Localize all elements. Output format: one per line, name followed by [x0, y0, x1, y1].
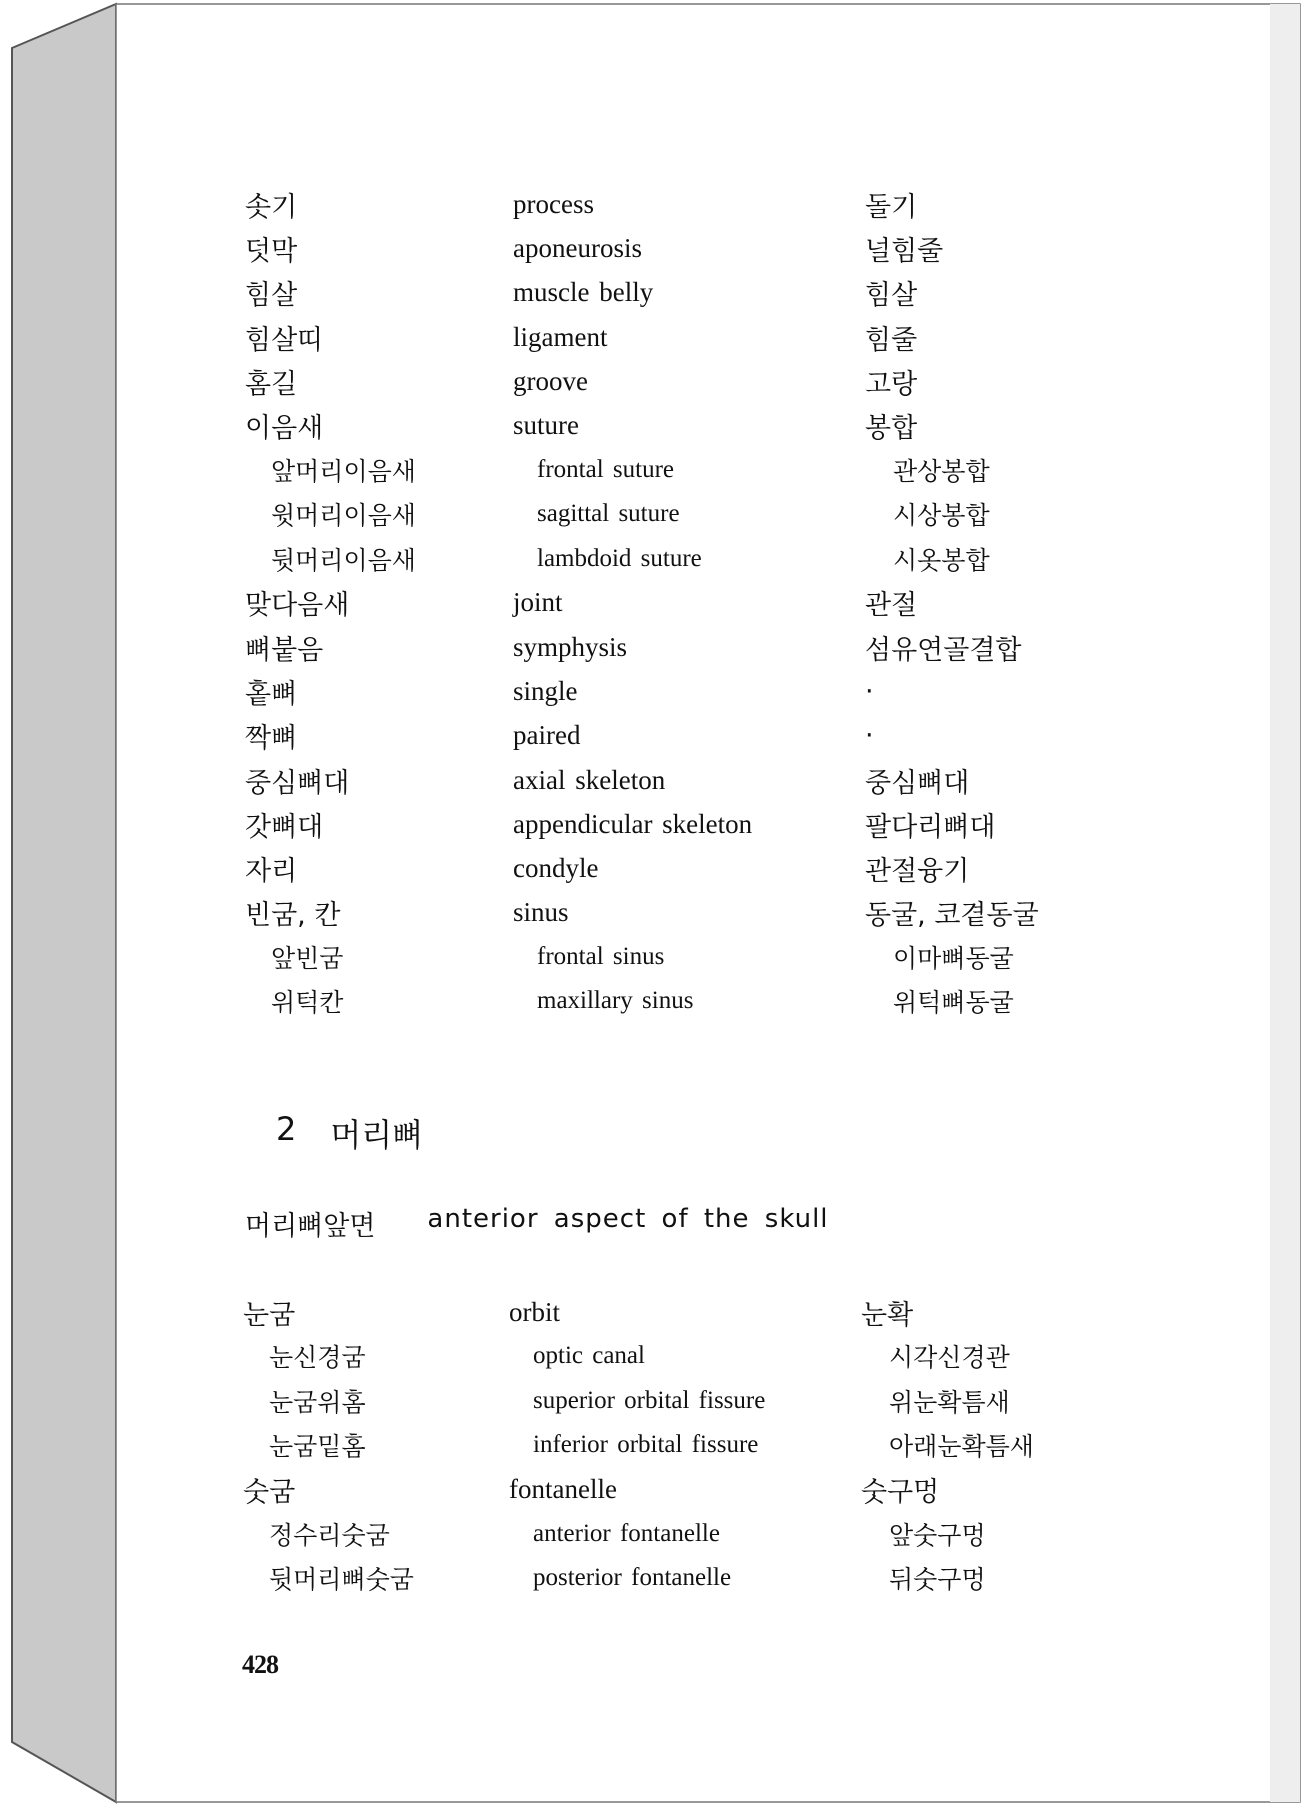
term-korean-standard: 관절: [865, 590, 918, 622]
section-heading: [276, 1110, 423, 1156]
term-korean-new: 뼈붙음: [245, 634, 324, 666]
subsection-heading: [245, 1204, 829, 1243]
term-english: axial skeleton: [513, 764, 666, 795]
glossary-row: [245, 448, 1145, 492]
term-korean-new: 맞다음새: [245, 590, 350, 622]
term-korean-standard: 중심뼈대: [865, 767, 970, 799]
term-korean-new: 빈굼, 칸: [245, 900, 341, 932]
term-korean-standard: 앞숫구멍: [889, 1520, 986, 1550]
term-english: groove: [513, 365, 588, 396]
glossary-bottom: [243, 1290, 1143, 1600]
glossary-row: [243, 1511, 1143, 1555]
page-right-shadow: [1270, 4, 1300, 1802]
glossary-row: [245, 492, 1145, 536]
term-korean-new: 정수리숫굼: [269, 1520, 390, 1550]
term-korean-new: 눈굼위홈: [269, 1387, 366, 1417]
term-english: optic canal: [533, 1342, 645, 1370]
term-english: single: [513, 675, 578, 706]
glossary-row: [243, 1334, 1143, 1378]
term-korean-standard: 시상봉합: [893, 501, 990, 531]
glossary-row: [245, 758, 1145, 802]
glossary-row: [245, 846, 1145, 890]
term-korean-new: 홑뼈: [245, 678, 298, 710]
glossary-row: [245, 979, 1145, 1023]
term-korean-new: 눈굼: [243, 1299, 296, 1331]
term-english: muscle belly: [513, 277, 654, 308]
term-korean-new: 힘살띠: [245, 324, 324, 356]
term-korean-new: 위턱칸: [271, 988, 344, 1018]
term-korean-new: 뒷머리뼈숫굼: [269, 1564, 414, 1594]
term-korean-standard: 섬유연골결합: [865, 634, 1022, 666]
glossary-row: [245, 625, 1145, 669]
term-korean-standard: ·: [865, 675, 874, 707]
term-korean-new: 숫굼: [243, 1476, 296, 1508]
term-english: joint: [513, 587, 563, 618]
term-korean-standard: 힘줄: [865, 324, 918, 356]
glossary-row: [245, 669, 1145, 713]
term-english: maxillary sinus: [537, 987, 694, 1015]
term-korean-new: 자리: [245, 856, 298, 888]
term-english: sagittal suture: [537, 500, 680, 528]
term-korean-new: 눈신경굼: [269, 1343, 366, 1373]
term-korean-new: 홈길: [245, 368, 298, 400]
term-english: superior orbital fissure: [533, 1386, 766, 1414]
term-korean-new: 앞빈굼: [271, 944, 344, 974]
glossary-row: [243, 1290, 1143, 1334]
subsection-title-ko: 머리뼈앞면: [245, 1211, 376, 1242]
glossary-row: [245, 271, 1145, 315]
glossary-row: [243, 1379, 1143, 1423]
section-title: 머리뼈: [330, 1116, 424, 1154]
term-english: lambdoid suture: [537, 544, 702, 572]
term-english: process: [513, 188, 594, 219]
term-korean-standard: 동굴, 코곁동굴: [865, 900, 1039, 932]
glossary-row: [243, 1423, 1143, 1467]
section-number: 2: [276, 1110, 297, 1148]
term-korean-new: 이음새: [245, 413, 324, 445]
glossary-row: [245, 891, 1145, 935]
term-korean-standard: 시옷봉합: [893, 545, 990, 575]
glossary-row: [245, 359, 1145, 403]
term-korean-new: 윗머리이음새: [271, 501, 416, 531]
term-english: frontal suture: [537, 455, 674, 483]
term-english: orbit: [509, 1296, 560, 1327]
term-english: condyle: [513, 853, 599, 884]
term-korean-standard: 눈확: [861, 1299, 914, 1331]
term-korean-new: 짝뼈: [245, 723, 298, 755]
term-korean-standard: 널힘줄: [865, 235, 944, 267]
page-number: 428: [242, 1650, 278, 1679]
term-korean-standard: ·: [865, 720, 874, 752]
glossary-row: [245, 935, 1145, 979]
glossary-row: [245, 226, 1145, 270]
term-korean-standard: 고랑: [865, 368, 918, 400]
term-english: aponeurosis: [513, 232, 642, 263]
term-english: anterior fontanelle: [533, 1519, 720, 1547]
term-korean-new: 덧막: [245, 235, 298, 267]
glossary-row: [245, 581, 1145, 625]
term-korean-standard: 뒤숫구멍: [889, 1564, 986, 1594]
term-korean-new: 중심뼈대: [245, 767, 350, 799]
term-korean-new: 갓뼈대: [245, 811, 324, 843]
glossary-top: [245, 182, 1145, 1024]
term-english: sinus: [513, 897, 569, 928]
glossary-row: [243, 1467, 1143, 1511]
term-english: fontanelle: [509, 1473, 617, 1504]
glossary-row: [245, 315, 1145, 359]
term-english: paired: [513, 720, 581, 751]
glossary-row: [245, 403, 1145, 447]
glossary-row: [245, 182, 1145, 226]
term-korean-standard: 관상봉합: [893, 456, 990, 486]
term-korean-standard: 숫구멍: [861, 1476, 940, 1508]
glossary-row: [243, 1556, 1143, 1600]
term-korean-standard: 돌기: [865, 191, 918, 223]
subsection-title-en: anterior aspect of the skull: [427, 1204, 829, 1234]
term-korean-standard: 위눈확틈새: [889, 1387, 1010, 1417]
term-korean-standard: 위턱뼈동굴: [893, 988, 1014, 1018]
term-english: symphysis: [513, 631, 628, 662]
term-korean-new: 힘살: [245, 280, 298, 312]
term-korean-new: 눈굼밑홈: [269, 1432, 366, 1462]
term-korean-standard: 이마뼈동굴: [893, 944, 1014, 974]
term-korean-standard: 팔다리뼈대: [865, 811, 996, 843]
glossary-row: [245, 802, 1145, 846]
term-korean-standard: 관절융기: [865, 856, 970, 888]
term-korean-standard: 힘살: [865, 280, 918, 312]
glossary-row: [245, 714, 1145, 758]
term-english: frontal sinus: [537, 943, 665, 971]
term-english: posterior fontanelle: [533, 1563, 732, 1591]
term-english: suture: [513, 410, 579, 441]
glossary-row: [245, 536, 1145, 580]
term-korean-new: 솟기: [245, 191, 298, 223]
term-korean-standard: 아래눈확틈새: [889, 1432, 1034, 1462]
term-korean-new: 앞머리이음새: [271, 456, 416, 486]
term-korean-standard: 봉합: [865, 413, 918, 445]
term-korean-new: 뒷머리이음새: [271, 545, 416, 575]
term-korean-standard: 시각신경관: [889, 1343, 1010, 1373]
term-english: appendicular skeleton: [513, 808, 753, 839]
term-english: inferior orbital fissure: [533, 1431, 759, 1459]
book-spine: [12, 4, 116, 1802]
term-english: ligament: [513, 321, 608, 352]
